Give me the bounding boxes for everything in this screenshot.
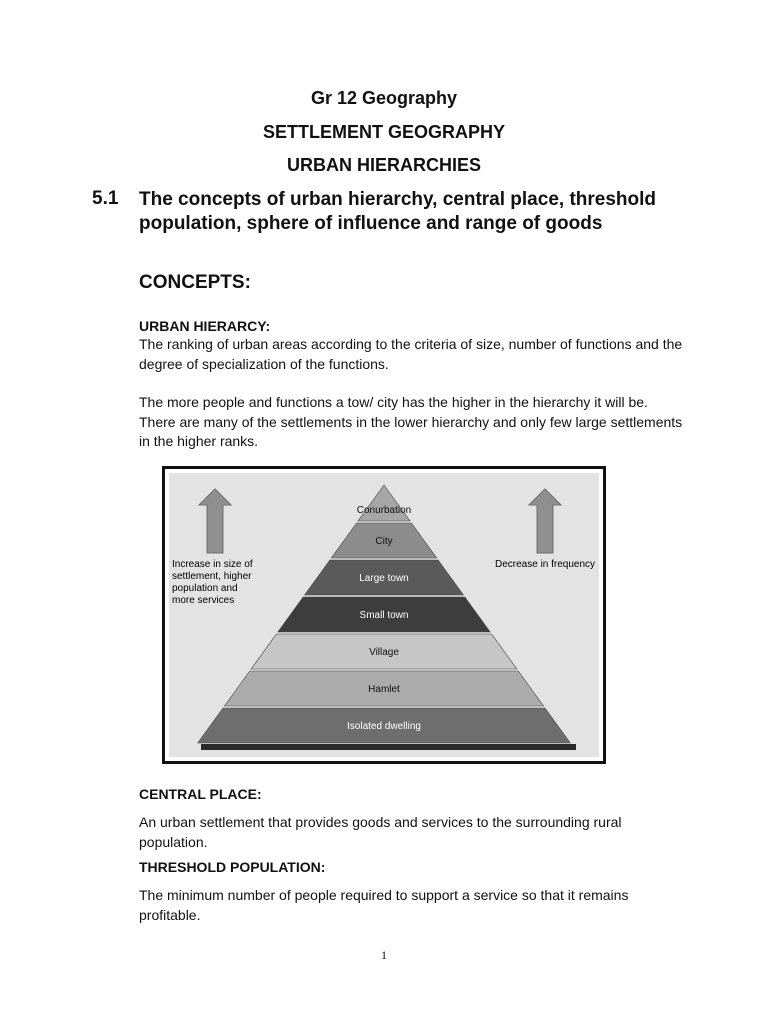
- pyramid-level-label: Isolated dwelling: [347, 721, 421, 732]
- left-note-line-4: more services: [172, 595, 235, 606]
- threshold-population-definition: The minimum number of people required to support a service so that it remains profitable.: [139, 887, 629, 923]
- pyramid-level-label: Large town: [359, 573, 409, 584]
- urban-hierarchy-heading: URBAN HIERARCY:: [139, 318, 271, 334]
- pyramid-level-label: Village: [369, 647, 399, 658]
- urban-hierarchy-definition: The ranking of urban areas according to the criteria of size, number of functions and the degree of specialization of the functions.: [139, 336, 683, 372]
- course-title: Gr 12 Geography: [310, 88, 458, 108]
- central-place-heading: CENTRAL PLACE:: [139, 786, 262, 802]
- section-number: 5.1: [92, 188, 119, 209]
- page-number: 1: [381, 948, 387, 962]
- subtopic-title: URBAN HIERARCHIES: [286, 155, 481, 175]
- threshold-population-heading: THRESHOLD POPULATION:: [139, 859, 326, 875]
- central-place-definition: An urban settlement that provides goods and services to the surrounding rural population.: [139, 814, 622, 850]
- section-title: The concepts of urban hierarchy, central place, threshold population, sphere of influence and range of goods: [139, 189, 656, 234]
- left-note-line-1: Increase in size of: [172, 559, 253, 570]
- pyramid-base: [201, 744, 576, 750]
- topic-title: SETTLEMENT GEOGRAPHY: [262, 122, 505, 142]
- right-note: Decrease in frequency: [495, 559, 596, 570]
- pyramid-level-label: Small town: [359, 610, 409, 621]
- left-note-line-3: population and: [172, 583, 238, 594]
- pyramid-level-label: Conurbation: [356, 505, 412, 516]
- concepts-heading: CONCEPTS:: [139, 272, 251, 293]
- pyramid-level-label: City: [375, 536, 393, 547]
- pyramid-level-label: Hamlet: [368, 684, 400, 695]
- left-note-line-2: settlement, higher: [172, 571, 252, 582]
- urban-hierarchy-explanation: The more people and functions a tow/ city has the higher in the hierarchy it will be. There are many of the settlements in the lower hierarchy and only few large settlements in the higher ranks.: [139, 394, 683, 449]
- pyramid-canvas: [165, 469, 603, 761]
- urban-hierarchy-diagram: [162, 466, 606, 764]
